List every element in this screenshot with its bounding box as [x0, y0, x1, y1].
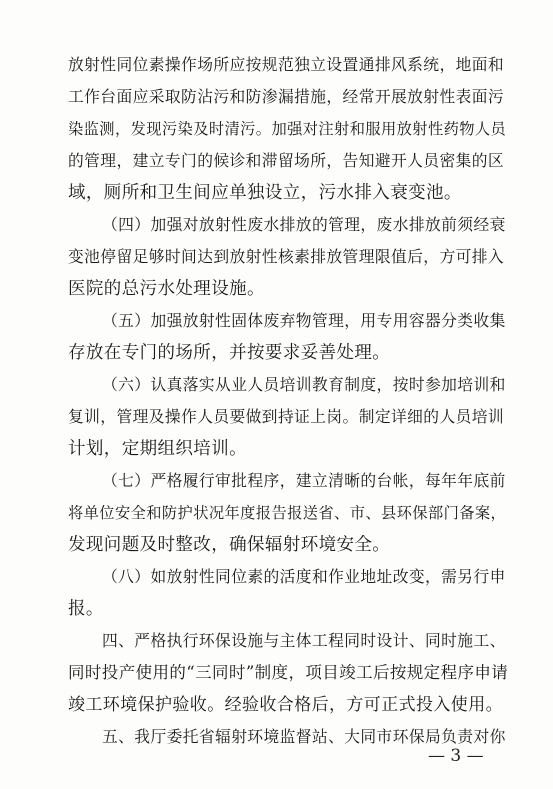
text-line: 同时投产使用的“三同时”制度，项目竣工后按规定程序申请: [68, 663, 509, 682]
paragraph-heading-eight: （八）如放射性同位素的活度和作业地址改变，需另行申: [102, 567, 506, 586]
text-line: 竣工环境保护验收。经验收合格后，方可正式投入使用。: [68, 695, 503, 715]
text-line: 变池停留足够时间达到放射性核素排放管理限值后，方可排入: [68, 247, 505, 266]
text-line: 的管理，建立专门的候诊和滞留场所，告知避开人员密集的区: [68, 151, 505, 170]
section-heading-five: 五、我厅委托省辐射环境监督站、大同市环保局负责对你: [102, 727, 506, 746]
text-line: 医院的总污水处理设施。: [68, 279, 265, 299]
paragraph-heading-four: （四）加强对放射性废水排放的管理，废水排放前须经衰: [102, 215, 506, 234]
paragraph-heading-seven: （七）严格履行审批程序，建立清晰的台帐，每年年底前: [102, 471, 506, 490]
paragraph-heading-five: （五）加强放射性固体废弃物管理，用专用容器分类收集: [102, 311, 506, 330]
text-line: 发现问题及时整改，确保辐射环境安全。: [68, 535, 391, 555]
page-number: — 3 —: [428, 746, 484, 766]
text-line: 复训，管理及操作人员要做到持证上岗。制定详细的人员培训: [68, 407, 505, 426]
text-line: 域，厕所和卫生间应单独设立，污水排入衰变池。: [68, 183, 462, 203]
text-line: 报。: [68, 599, 104, 619]
text-line: 放射性同位素操作场所应按规范独立设置通排风系统，地面和: [68, 55, 505, 74]
text-line: 染监测，发现污染及时清污。加强对注射和服用放射性药物人员: [68, 120, 507, 138]
text-line: 将单位安全和防护状况年度报告报送省、市、县环保部门备案，: [68, 504, 507, 522]
text-line: 工作台面应采取防沾污和防渗漏措施，经常开展放射性表面污: [68, 87, 505, 106]
section-heading-four: 四、严格执行环保设施与主体工程同时设计、同时施工、: [102, 631, 506, 650]
text-line: 存放在专门的场所，并按要求妥善处理。: [68, 343, 391, 363]
text-line: 计划，定期组织培训。: [68, 439, 247, 459]
paragraph-heading-six: （六）认真落实从业人员培训教育制度，按时参加培训和: [102, 375, 506, 394]
